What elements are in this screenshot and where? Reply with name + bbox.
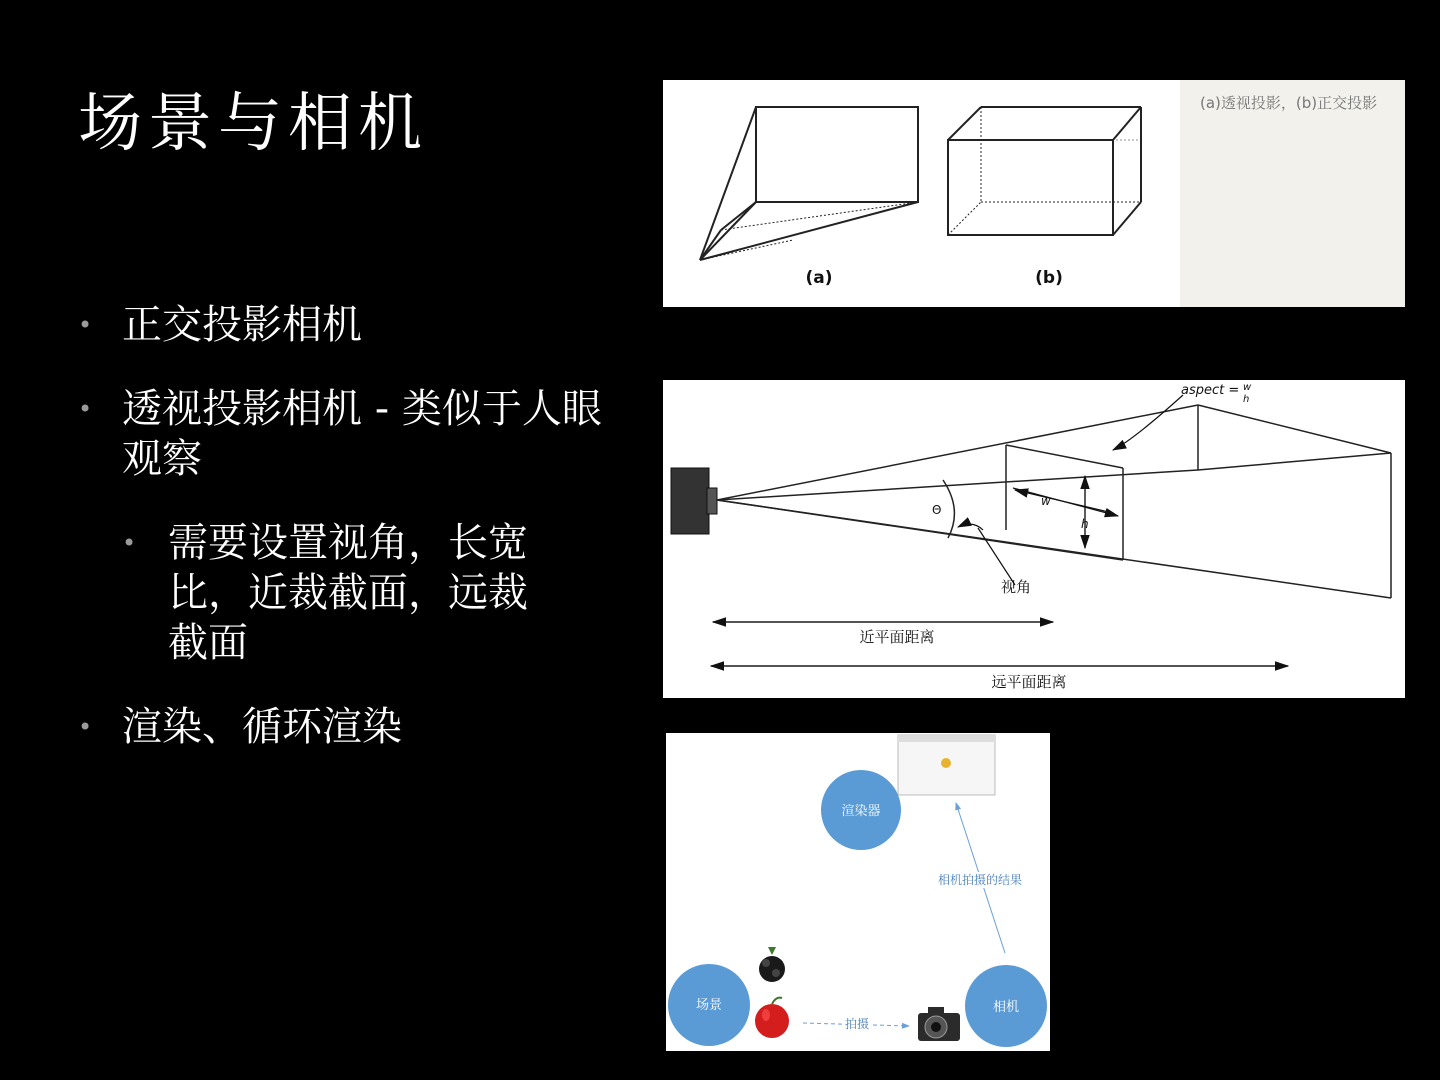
projection-diagram: [663, 80, 1180, 307]
camera-icon: [671, 468, 717, 534]
bullet-perspective: • 透视投影相机 - 类似于人眼观察: [78, 384, 638, 484]
h-label: h: [1081, 517, 1089, 531]
aspect-label: aspect =: [1181, 383, 1240, 398]
caption-area: [1180, 80, 1405, 307]
frustum-diagram: [663, 380, 1405, 698]
near-label: 近平面距离: [859, 628, 935, 646]
camera-photo-icon: [918, 1007, 960, 1041]
theta-label: Θ: [932, 503, 942, 517]
render-figure: [666, 733, 1050, 1051]
projection-figure: [663, 80, 1405, 307]
rendered-window-icon: [898, 735, 995, 795]
label-b: (b): [1035, 268, 1063, 288]
bullet-render: • 渲染、循环渲染: [78, 702, 638, 752]
frustum-figure: [663, 380, 1405, 698]
result-label: 相机拍摄的结果: [937, 873, 1023, 887]
camera-label: 相机: [992, 1000, 1020, 1015]
scene-label: 场景: [695, 998, 723, 1013]
renderer-label: 渲染器: [841, 804, 881, 819]
bullet-perspective-detail: • 需要设置视角，长宽比，近裁截面，远裁截面: [78, 518, 548, 668]
far-label: 远平面距离: [991, 673, 1067, 691]
blackberry-icon: [759, 947, 785, 982]
render-diagram: [666, 733, 1050, 1051]
shoot-label: 拍摄: [844, 1017, 870, 1031]
apple-icon: [755, 998, 789, 1038]
label-a: (a): [805, 268, 833, 288]
aspect-w: w: [1243, 382, 1252, 393]
w-label: w: [1041, 494, 1051, 508]
bullet-orthographic: • 正交投影相机: [78, 300, 638, 350]
projection-caption: (a)透视投影，(b)正交投影: [1200, 94, 1378, 112]
bullet-list: [78, 300, 638, 786]
ortho-front-face: [948, 140, 1113, 235]
perspective-front-face: [756, 107, 918, 202]
fov-label: 视角: [1001, 578, 1032, 596]
slide-title: 场景与相机: [78, 87, 428, 161]
aspect-h: h: [1243, 394, 1250, 405]
